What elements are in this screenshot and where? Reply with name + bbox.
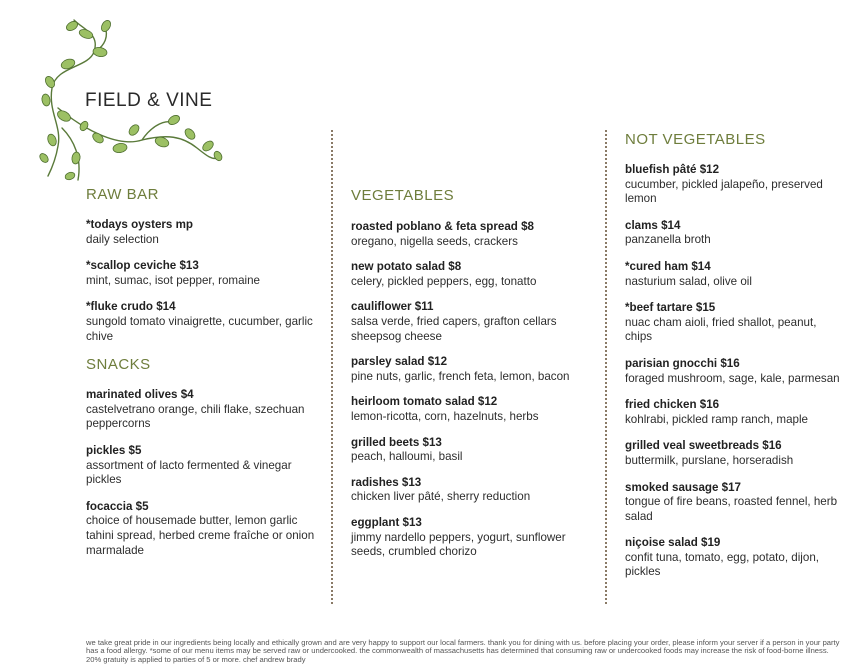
menu-item-name: marinated olives $4	[86, 388, 194, 402]
menu-item-description: cucumber, pickled jalapeño, preserved lemon	[625, 177, 823, 206]
menu-item	[86, 388, 321, 432]
menu-item-description: kohlrabi, pickled ramp ranch, maple	[625, 412, 809, 426]
menu-item-description: peach, halloumi, basil	[351, 450, 463, 464]
menu-item	[625, 357, 840, 386]
menu-item-description: celery, pickled peppers, egg, tonatto	[351, 274, 537, 288]
restaurant-name: FIELD & VINE	[85, 90, 213, 111]
menu-item-description: nasturium salad, olive oil	[625, 274, 752, 288]
menu-item-description: tongue of fire beans, roasted fennel, herb salad	[625, 495, 838, 523]
menu-item	[625, 260, 840, 289]
column-divider-right	[605, 130, 607, 604]
menu-item-name: pickles $5	[86, 443, 142, 457]
menu-item	[351, 395, 601, 424]
menu-item-name: smoked sausage $17	[625, 480, 742, 494]
menu-item	[351, 355, 601, 384]
menu-item	[351, 260, 601, 289]
menu-item-name: parisian gnocchi $16	[625, 356, 740, 370]
menu-item-name: fried chicken $16	[625, 398, 720, 412]
section-title-snacks: SNACKS	[86, 356, 151, 374]
menu-item-name: clams $14	[625, 218, 681, 232]
menu-item-name: new potato salad $8	[351, 260, 462, 274]
menu-item-description: chicken liver pâté, sherry reduction	[351, 490, 531, 504]
menu-item-description: assortment of lacto fermented & vinegar pickles	[86, 458, 292, 487]
menu-item-name: eggplant $13	[351, 515, 422, 529]
menu-item-description: confit tuna, tomato, egg, potato, dijon, pickles	[625, 550, 820, 579]
menu-item-name: *todays oysters mp	[86, 218, 193, 231]
menu-item-description: daily selection	[86, 232, 159, 246]
menu-item-description: salsa verde, fried capers, grafton cellars sheepsog cheese	[351, 314, 557, 343]
menu-item-description: jimmy nardello peppers, yogurt, sunflower seeds, crumbled chorizo	[351, 530, 566, 559]
menu-item-name: heirloom tomato salad $12	[351, 395, 498, 409]
footer-disclaimer: we take great pride in our ingredients being locally and ethically grown and are very happy to support our local farmers. thank you for dining with us. before placing your order, please inform your server if a person in your party has a food allergy. *some of our menu items may be served raw or undercooked. the commonwealth of massachusetts has determined that consuming raw or undercooked foods may increase the risk of food-borne illness. 20% gratuity is applied to parties of 5 or more. chef andrew brady	[86, 638, 840, 664]
menu-item	[625, 219, 840, 248]
menu-item	[351, 220, 601, 249]
menu-column-middle	[351, 186, 601, 571]
menu-item-name: radishes $13	[351, 475, 422, 489]
menu-item-description: oregano, nigella seeds, crackers	[351, 234, 518, 248]
menu-item-name: parsley salad $12	[351, 355, 448, 369]
menu-item	[351, 476, 601, 505]
column-divider-left	[331, 130, 333, 604]
menu-item-description: buttermilk, purslane, horseradish	[625, 453, 794, 467]
menu-item-description: sungold tomato vinaigrette, cucumber, garlic chive	[86, 314, 313, 343]
menu-item-name: roasted poblano & feta spread $8	[351, 220, 534, 233]
menu-item-description: lemon-ricotta, corn, hazelnuts, herbs	[351, 409, 539, 423]
menu-item-name: niçoise salad $19	[625, 536, 721, 550]
menu-column-right	[625, 131, 840, 592]
menu-item-description: mint, sumac, isot pepper, romaine	[86, 273, 260, 287]
section-title-raw-bar: RAW BAR	[86, 186, 159, 203]
menu-item-name: focaccia $5	[86, 499, 149, 513]
menu-column-left	[86, 186, 321, 570]
menu-item	[625, 536, 840, 580]
menu-item	[351, 516, 601, 560]
menu-item-description: panzanella broth	[625, 233, 711, 247]
menu-item	[86, 218, 321, 247]
menu-item	[625, 481, 840, 525]
menu-item-name: *scallop ceviche $13	[86, 259, 199, 273]
menu-item-description: choice of housemade butter, lemon garlic tahini spread, herbed creme fraîche or onion marmalade	[86, 514, 315, 557]
menu-item	[351, 436, 601, 465]
menu-item-description: pine nuts, garlic, french feta, lemon, bacon	[351, 369, 570, 383]
menu-item-name: *fluke crudo $14	[86, 300, 176, 314]
menu-item	[625, 163, 840, 207]
menu-item-name: cauliflower $11	[351, 300, 434, 314]
menu-item	[625, 398, 840, 427]
menu-item	[86, 300, 321, 344]
menu-item	[86, 444, 321, 488]
menu-item	[351, 300, 601, 344]
menu-item-name: bluefish pâté $12	[625, 163, 720, 176]
section-title-vegetables: VEGETABLES	[351, 187, 455, 204]
menu-item	[625, 439, 840, 468]
menu-item	[625, 301, 840, 345]
menu-item-name: *cured ham $14	[625, 259, 711, 273]
menu-item	[86, 259, 321, 288]
menu-item-description: foraged mushroom, sage, kale, parmesan	[625, 371, 840, 385]
menu-item-description: nuac cham aioli, fried shallot, peanut, chips	[625, 315, 817, 344]
menu-item-name: grilled veal sweetbreads $16	[625, 439, 782, 453]
menu-item-name: grilled beets $13	[351, 435, 442, 449]
menu-item-name: *beef tartare $15	[625, 301, 716, 315]
menu-item	[86, 500, 321, 558]
menu-item-description: castelvetrano orange, chili flake, szechuan peppercorns	[86, 402, 305, 431]
section-title-not-vegetables: NOT VEGETABLES	[625, 131, 766, 148]
